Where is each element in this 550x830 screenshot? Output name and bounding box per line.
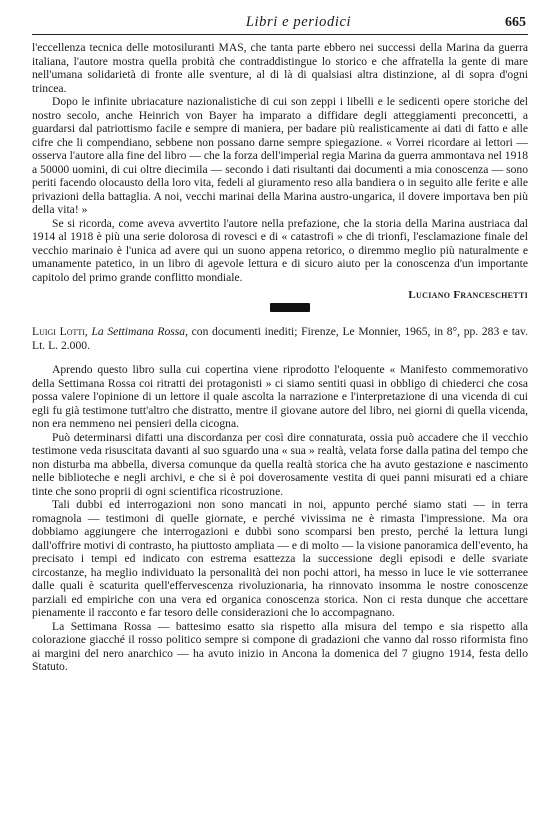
paragraph: Tali dubbi ed interrogazioni non sono mancati in noi, appunto perché siamo stati — in terra romagnola — testimoni di quelle giornate, e perché vivissima ne è rimasta l'impressione. Ma ora dobbiamo aggiungere che interrogazioni e dubbi sono scomparsi ben presto, perché la lettura lungi dall'offrire motivi di contrasto, ha piuttosto ampliata — e di molto — la visione panoramica dell'evento, ha precisato i tempi ed indicato con estrema esattezza la successione degli episodi e delle svariate circostanze, ha meglio individuato la personalità dei non pochi attori, ha messo in luce le vie sotterranee dalle quali è scaturita quell'effervescenza rivoluzionaria, ha rinnovato insomma le nostre conoscenze parziali ed empiriche con una vera ed organica conoscenza storica. Non ci resta dunque che accettare pienamente il racconto e far tesoro delle considerazioni che lo accompagnano. (32, 498, 528, 619)
paragraph: l'eccellenza tecnica delle motosiluranti MAS, che tanta parte ebbero nei successi della Marina da guerra italiana, l'autore mostra quella probità che contraddistingue lo storico e che affratella la gente di mare nell'umana solidarietà di fronte alle sventure, al di là di qualsiasi altra distinzione, al di sopra d'ogni trincea. (32, 41, 528, 95)
previous-review-continuation (32, 41, 528, 284)
reviewer-signature (32, 289, 528, 301)
page-number: 665 (505, 15, 526, 30)
redaction-mark (270, 302, 312, 313)
paragraph: La Settimana Rossa — battesimo esatto sia rispetto alla misura del tempo e sia rispetto alla colorazione giacché il rosso politico sempre si compone di gradazioni che vanno dal rosso riformista fino ai margini del nero anarchico — ha avuto inizio in Ancona la domenica del 7 giugno 1914, festa dello Statuto. (32, 619, 528, 673)
paragraph: Aprendo questo libro sulla cui copertina viene riprodotto l'eloquente « Manifesto commemorativo della Settimana Rossa coi ritratti dei protagonisti » ci siamo sentiti quasi in obbligo di chiederci che cosa possa valere l'opinione di un lettore il quale ascolta la narrazione e l'interpretazione di una vicenda di cui egli fu già testimone tutt'altro che distratto, mentre il giovane autore del libro, nei giorni di quella vicenda, non era nemmeno nei pensieri della cicogna. (32, 363, 528, 430)
running-header (32, 14, 528, 35)
paragraph: Se si ricorda, come aveva avvertito l'autore nella prefazione, che la storia della Marina austriaca dal 1914 al 1918 è più una serie dolorosa di rovesci e di « catastrofi » che di trionfi, l'esclamazione finale del vecchio marinaio è l'unica ad avere qui un suono appena retorico, o diremmo meglio più naturalmente e umanamente patetico, in un libro di agevole lettura e di sicuro aiuto per la conoscenza d'un importante capitolo del primo grande conflitto mondiale. (32, 216, 528, 284)
paragraph: Dopo le infinite ubriacature nazionalistiche di cui son zeppi i libelli e le sedicenti opere storiche del nostro secolo, anche Heinrich von Bayer ha imparato a diffidare degli atteggiamenti preconcetti, a guardarsi dal patriottismo facile e sempre di maniera, per badare più realisticamente ai dati di fatto e alle cifre che li compendiano, sebbene non possano darne sempre spiegazione. « Vorrei ricordare ai lettori — osserva l'autore alla fine del libro — che la forza dell'imperial regia Marina da guerra ammontava nel 1918 a 50000 uomini, di cui oltre diecimila — secondo i dati risultanti dai documenti a mia conoscenza — sono periti facendo olocausto della loro vita, fedeli al giuramento reso alla bandiera o in seguito alle ferite e alle privazioni della battaglia. A noi, vecchi marinai della Marina austro-ungarica, il dovere importava ben più della vita! » (32, 95, 528, 216)
review-body (32, 363, 528, 674)
running-title: Libri e periodici (245, 14, 352, 30)
page (32, 14, 528, 674)
review-author: Luigi Lotti (32, 325, 85, 338)
review-details: , con documenti inediti; Firenze, Le Monnier, 1965, in 8°, pp. 283 e tav. Lt. L. 2.000. (32, 325, 528, 352)
reviewer-first-name: Luciano (408, 289, 451, 301)
review-reference: Luigi Lotti, La Settimana Rossa, con documenti inediti; Firenze, Le Monnier, 1965, in 8°, pp. 283 e tav. Lt. L. 2.000. (32, 325, 528, 352)
paragraph: Può determinarsi difatti una discordanza per così dire connaturata, ossia può accadere che il vecchio testimone veda risuscitata davanti al suo sguardo una « sua » realtà, velata forse dalla patina del tempo che non disturba ma abbella, diversa comunque da quella realtà storica che ha avuto gestazione e nascimento nelle biblioteche e negli archivi, e che si è poi doverosamente vestita di quei panni misurati ed a chiare tinte che sono proprii di ogni scientifica ricostruzione. (32, 430, 528, 498)
reviewer-last-name: Franceschetti (453, 289, 528, 301)
review-title: La Settimana Rossa (91, 325, 186, 338)
